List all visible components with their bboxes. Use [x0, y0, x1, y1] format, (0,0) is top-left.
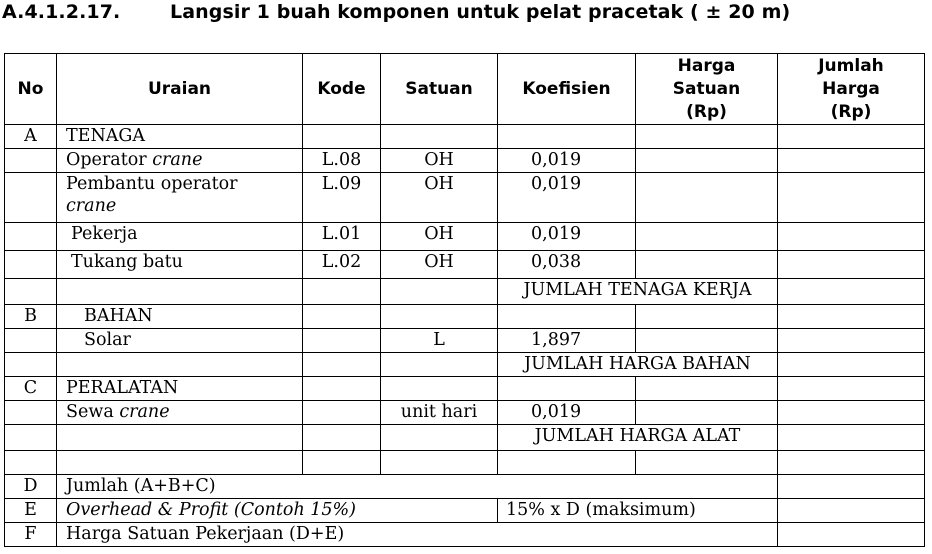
total-label: JUMLAH HARGA BAHAN — [498, 353, 778, 377]
total-row-bahan — [5, 353, 925, 377]
total-label: JUMLAH TENAGA KERJA — [498, 279, 778, 305]
section-label: PERALATAN — [57, 377, 303, 401]
price-analysis-table — [4, 53, 925, 547]
header-kode: Kode — [303, 54, 381, 125]
summary-label: Overhead & Profit (Contoh 15%) — [57, 499, 498, 523]
uraian-cell: Sewa crane — [57, 401, 303, 425]
summary-row-d — [5, 475, 925, 499]
header-satuan: Satuan — [381, 54, 498, 125]
blank-row — [5, 451, 925, 475]
section-no: C — [5, 377, 57, 401]
koefisien-cell: 0,019 — [498, 149, 636, 173]
table-row — [5, 329, 925, 353]
summary-row-f — [5, 523, 925, 547]
summary-row-e — [5, 499, 925, 523]
header-jumlah-harga: Jumlah Harga (Rp) — [778, 54, 925, 125]
kode-cell: L.01 — [303, 223, 381, 251]
uraian-cell: Operator crane — [57, 149, 303, 173]
section-label: TENAGA — [57, 125, 303, 149]
satuan-cell: OH — [381, 149, 498, 173]
section-row-bahan — [5, 305, 925, 329]
satuan-cell: unit hari — [381, 401, 498, 425]
koefisien-cell: 0,019 — [498, 173, 636, 223]
koefisien-cell: 0,019 — [498, 401, 636, 425]
table-row — [5, 173, 925, 223]
uraian-cell: Pembantu operator crane — [57, 173, 303, 223]
summary-label: Harga Satuan Pekerjaan (D+E) — [57, 523, 778, 547]
kode-cell — [303, 329, 381, 353]
kode-cell — [303, 401, 381, 425]
koefisien-cell: 0,019 — [498, 223, 636, 251]
section-label: BAHAN — [57, 305, 303, 329]
header-harga-satuan: Harga Satuan (Rp) — [636, 54, 778, 125]
satuan-cell: OH — [381, 223, 498, 251]
section-row-peralatan — [5, 377, 925, 401]
summary-label: Jumlah (A+B+C) — [57, 475, 778, 499]
kode-cell: L.08 — [303, 149, 381, 173]
table-row — [5, 223, 925, 251]
table-row — [5, 401, 925, 425]
total-row-alat — [5, 425, 925, 451]
table-row — [5, 251, 925, 279]
uraian-cell: Pekerja — [57, 223, 303, 251]
kode-cell: L.02 — [303, 251, 381, 279]
satuan-cell: OH — [381, 251, 498, 279]
summary-no: F — [5, 523, 57, 547]
section-no: A — [5, 125, 57, 149]
satuan-cell: OH — [381, 173, 498, 223]
summary-no: D — [5, 475, 57, 499]
koefisien-cell: 1,897 — [498, 329, 636, 353]
title-code: A.4.1.2.17. — [2, 1, 121, 23]
summary-no: E — [5, 499, 57, 523]
header-uraian: Uraian — [57, 54, 303, 125]
koefisien-cell: 0,038 — [498, 251, 636, 279]
satuan-cell: L — [381, 329, 498, 353]
uraian-cell: Tukang batu — [57, 251, 303, 279]
header-koefisien: Koefisien — [498, 54, 636, 125]
header-no: No — [5, 54, 57, 125]
total-label: JUMLAH HARGA ALAT — [498, 425, 778, 451]
uraian-cell: Solar — [57, 329, 303, 353]
total-row-tenaga — [5, 279, 925, 305]
kode-cell: L.09 — [303, 173, 381, 223]
table-row — [5, 149, 925, 173]
section-no: B — [5, 305, 57, 329]
section-row-tenaga — [5, 125, 925, 149]
table-header-row — [5, 54, 925, 125]
title-text: Langsir 1 buah komponen untuk pelat pracetak ( ± 20 m) — [170, 1, 791, 23]
document-title — [2, 1, 922, 31]
overhead-value: 15% x D (maksimum) — [498, 499, 778, 523]
